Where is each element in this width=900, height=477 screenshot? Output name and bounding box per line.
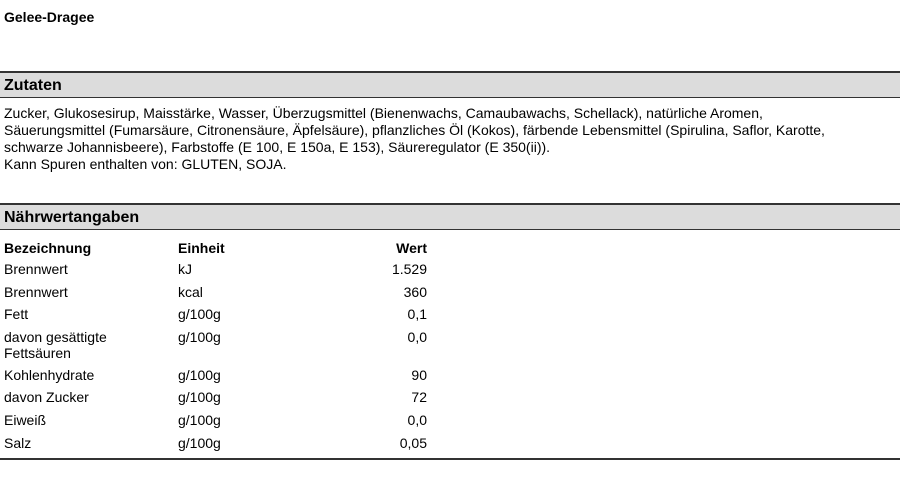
nutrient-name: Kohlenhydrate — [4, 366, 95, 383]
nutrient-unit: g/100g — [178, 411, 221, 428]
column-header-unit: Einheit — [178, 240, 225, 256]
ingredients-line: Zucker, Glukosesirup, Maisstärke, Wasser, Überzugsmittel (Bienenwachs, Camaubawachs, Schellack), natürliche Aromen, — [4, 105, 763, 121]
column-header-name: Bezeichnung — [4, 240, 92, 256]
nutrient-value: 0,0 — [407, 411, 427, 428]
nutrient-name: Brennwert — [4, 283, 68, 300]
nutrient-value: 0,0 — [407, 328, 427, 345]
table-row — [0, 327, 427, 365]
nutrition-section-header — [0, 203, 900, 230]
nutrient-name: Eiweiß — [4, 411, 47, 428]
nutrient-value: 72 — [411, 389, 427, 406]
table-row — [0, 365, 427, 388]
table-row — [0, 387, 427, 410]
bottom-divider — [0, 458, 900, 460]
nutrient-value: 1.529 — [391, 261, 427, 277]
column-header-value: Wert — [396, 240, 427, 256]
nutrition-header-row — [0, 237, 427, 259]
nutrient-unit: kJ — [178, 261, 192, 277]
allergen-notice: Kann Spuren enthalten von: GLUTEN, SOJA. — [4, 156, 287, 172]
nutrient-unit: kcal — [178, 283, 203, 300]
nutrient-unit: g/100g — [178, 328, 221, 345]
ingredients-line: Säuerungsmittel (Fumarsäure, Citronensäure, Äpfelsäure), pflanzliches Öl (Kokos), färbende Lebensmittel (Spirulina, Saflor, Karotte, — [4, 122, 825, 138]
nutrient-name: Fett — [4, 306, 29, 323]
nutrition-heading: Nährwertangaben — [4, 209, 140, 226]
ingredients-section-header — [0, 71, 900, 98]
nutrient-value: 360 — [403, 283, 427, 300]
table-row — [0, 282, 427, 305]
nutrient-name: davon gesättigte Fettsäuren — [4, 328, 107, 361]
product-title: Gelee-Dragee — [4, 9, 95, 25]
nutrient-name: Salz — [4, 434, 32, 451]
table-row — [0, 304, 427, 327]
ingredients-line: schwarze Johannisbeere), Farbstoffe (E 100, E 150a, E 153), Säureregulator (E 350(ii)). — [4, 139, 551, 155]
nutrient-unit: g/100g — [178, 306, 221, 323]
ingredients-heading: Zutaten — [4, 77, 62, 94]
nutrient-value: 0,1 — [407, 306, 427, 323]
ingredients-text — [4, 105, 894, 173]
table-row — [0, 433, 427, 456]
nutrient-name: Brennwert — [4, 261, 68, 277]
nutrition-table — [0, 237, 427, 455]
nutrient-unit: g/100g — [178, 389, 221, 406]
nutrient-unit: g/100g — [178, 366, 221, 383]
nutrient-value: 0,05 — [399, 434, 427, 451]
nutrient-value: 90 — [411, 366, 427, 383]
table-row — [0, 259, 427, 282]
table-row — [0, 410, 427, 433]
nutrient-name: davon Zucker — [4, 389, 89, 406]
nutrient-unit: g/100g — [178, 434, 221, 451]
